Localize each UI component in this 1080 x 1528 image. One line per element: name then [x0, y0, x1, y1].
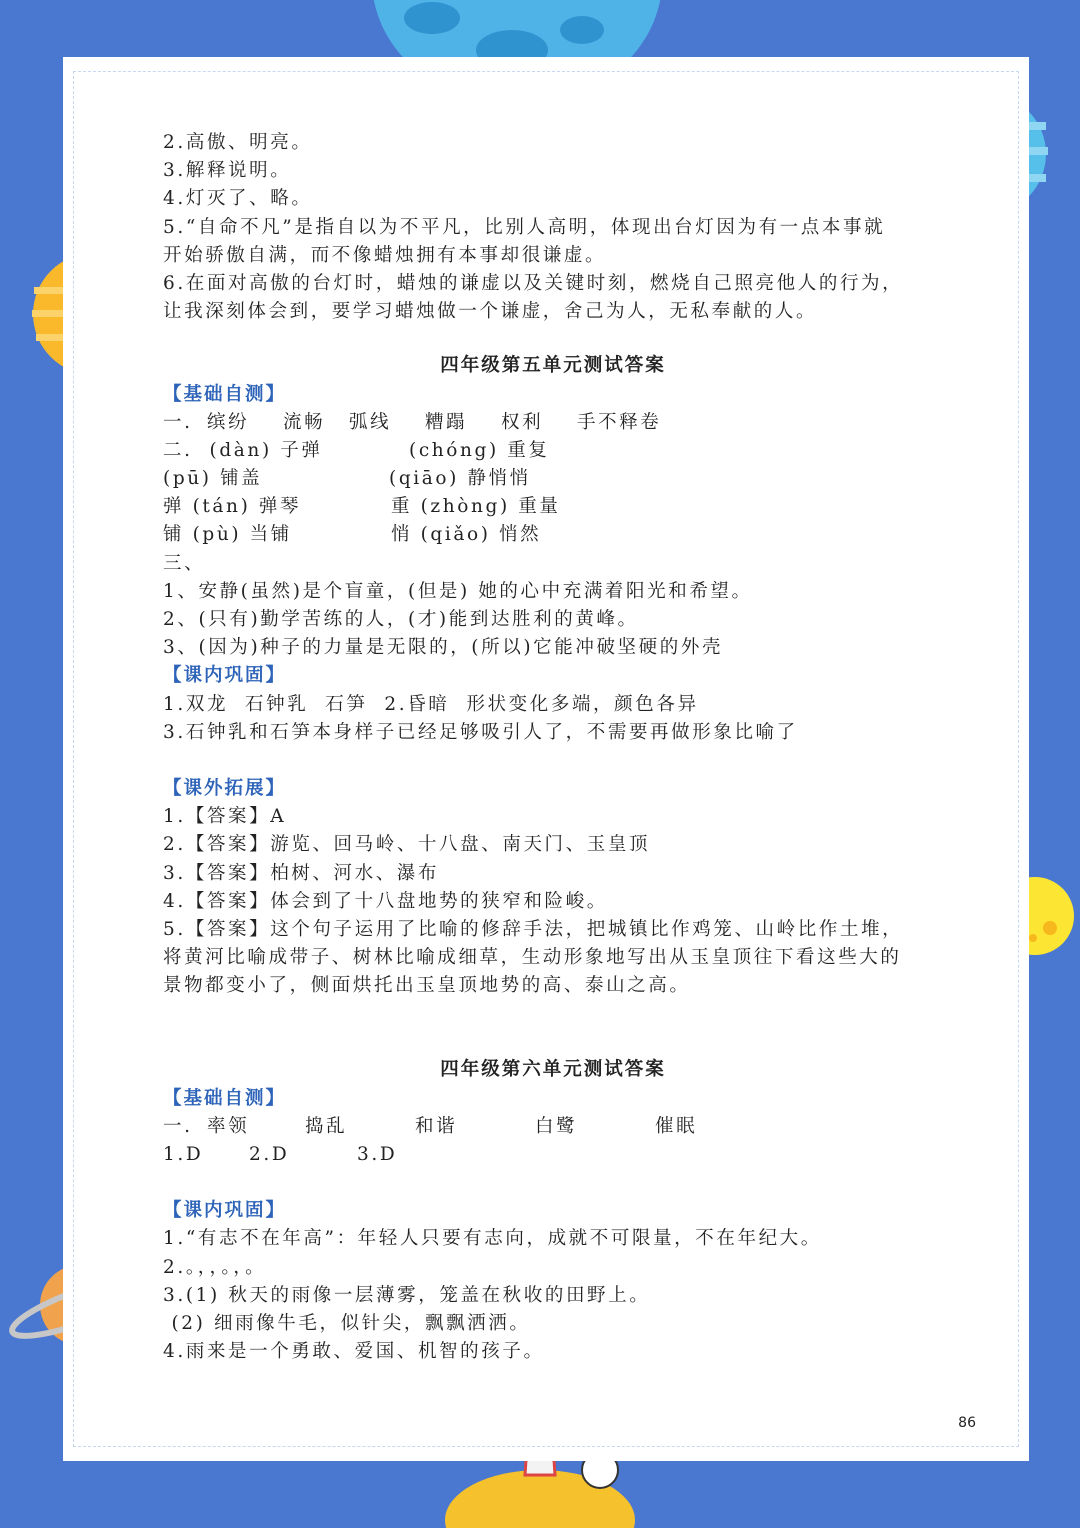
word: 手不释卷: [577, 411, 662, 433]
answer-line: 4.灯灭了、略。: [163, 188, 313, 210]
unit5-basic-header: 【基础自测】: [163, 383, 287, 405]
word: 糟蹋: [425, 411, 468, 433]
word: 和谐: [415, 1115, 458, 1137]
unit6-q1-row: [163, 1113, 923, 1141]
pinyin-left: 弹 (tán) 弹琴: [163, 496, 302, 518]
pinyin-right: 悄 (qiǎo) 悄然: [391, 524, 542, 546]
unit5-title: 四年级第五单元测试答案: [440, 355, 666, 377]
word: 催眠: [655, 1115, 698, 1137]
answer-line: 开始骄傲自满，而不像蜡烛拥有本事却很谦虚。: [163, 244, 607, 266]
answer-line: 3.石钟乳和石笋本身样子已经足够吸引人了，不需要再做形象比喻了: [163, 721, 798, 743]
answer-content: [163, 129, 923, 1366]
answer-sheet-page: [63, 57, 1029, 1461]
answer-line: 景物都变小了，侧面烘托出玉皇顶地势的高、泰山之高。: [163, 975, 691, 997]
unit6-consolidate-header: 【课内巩固】: [163, 1200, 287, 1222]
q1-prefix: 一.: [163, 1115, 193, 1137]
unit5-q2-row: [163, 521, 923, 549]
unit5-q1-row: [163, 409, 923, 437]
unit5-q3-label: 三、: [163, 552, 206, 574]
answer-line: 2.【答案】游览、回马岭、十八盘、南天门、玉皇顶: [163, 834, 651, 856]
word: 捣乱: [305, 1115, 348, 1137]
word: 白鹭: [535, 1115, 578, 1137]
unit5-consolidate-header: 【课内巩固】: [163, 665, 287, 687]
answer-line: 4.雨来是一个勇敢、爱国、机智的孩子。: [163, 1341, 545, 1363]
word: 权利: [501, 411, 544, 433]
answer-line: 3、(因为)种子的力量是无限的，(所以)它能冲破坚硬的外壳: [163, 637, 724, 659]
unit5-q2-row: [163, 493, 923, 521]
unit5-q2-row: [163, 437, 923, 465]
answer-line: 2.。，，。，。: [163, 1256, 267, 1278]
unit6-mc-row: [163, 1141, 923, 1169]
answer-line: 1.双龙 石钟乳 石笋 2.昏暗 形状变化多端，颜色各异: [163, 693, 699, 715]
unit6-basic-header: 【基础自测】: [163, 1087, 287, 1109]
answer-line: 1、安静(虽然)是个盲童，(但是) 她的心中充满着阳光和希望。: [163, 580, 753, 602]
answer-line: 1.【答案】A: [163, 806, 287, 828]
answer-line: 将黄河比喻成带子、树林比喻成细草，生动形象地写出从玉皇顶往下看这些大的: [163, 947, 902, 969]
answer-line: 5.“自命不凡”是指自以为不平凡，比别人高明，体现出台灯因为有一点本事就: [163, 216, 886, 238]
mc-answer: 1.D: [163, 1144, 204, 1165]
answer-line: 5.【答案】这个句子运用了比喻的修辞手法，把城镇比作鸡笼、山岭比作土堆，: [163, 918, 904, 940]
answer-line: (2) 细雨像牛毛，似针尖，飘飘洒洒。: [163, 1312, 531, 1334]
word: 弧线: [349, 411, 392, 433]
mc-answer: 2.D: [249, 1144, 290, 1165]
answer-line: 3.(1) 秋天的雨像一层薄雾，笼盖在秋收的田野上。: [163, 1284, 651, 1306]
word: 缤纷: [207, 411, 250, 433]
unit5-extend-header: 【课外拓展】: [163, 777, 287, 799]
pinyin-left: 二. (dàn) 子弹: [163, 439, 323, 461]
word: 流畅: [283, 411, 326, 433]
word: 率领: [207, 1115, 250, 1137]
answer-line: 2.高傲、明亮。: [163, 132, 313, 153]
answer-line: 6.在面对高傲的台灯时，蜡烛的谦虚以及关键时刻，燃烧自己照亮他人的行为，: [163, 272, 904, 294]
pinyin-left: 铺 (pù) 当铺: [163, 524, 292, 546]
pinyin-left: (pū) 铺盖: [163, 468, 263, 490]
pinyin-right: (chóng) 重复: [409, 439, 550, 461]
answer-line: 4.【答案】体会到了十八盘地势的狭窄和险峻。: [163, 890, 608, 912]
pinyin-right: (qiāo) 静悄悄: [389, 468, 531, 490]
answer-line: 2、(只有)勤学苦练的人，(才)能到达胜利的黄峰。: [163, 609, 639, 630]
unit5-q2-row: [163, 465, 923, 493]
unit6-title: 四年级第六单元测试答案: [440, 1059, 666, 1081]
answer-line: 让我深刻体会到，要学习蜡烛做一个谦虚，舍己为人，无私奉献的人。: [163, 301, 818, 323]
answer-line: 1.“有志不在年高”：年轻人只要有志向，成就不可限量，不在年纪大。: [163, 1228, 822, 1250]
answer-line: 3.解释说明。: [163, 160, 292, 182]
pinyin-right: 重 (zhòng) 重量: [391, 496, 561, 518]
page-number: 86: [958, 1415, 976, 1431]
mc-answer: 3.D: [357, 1144, 398, 1165]
answer-line: 3.【答案】柏树、河水、瀑布: [163, 862, 440, 884]
q1-prefix: 一.: [163, 411, 193, 433]
